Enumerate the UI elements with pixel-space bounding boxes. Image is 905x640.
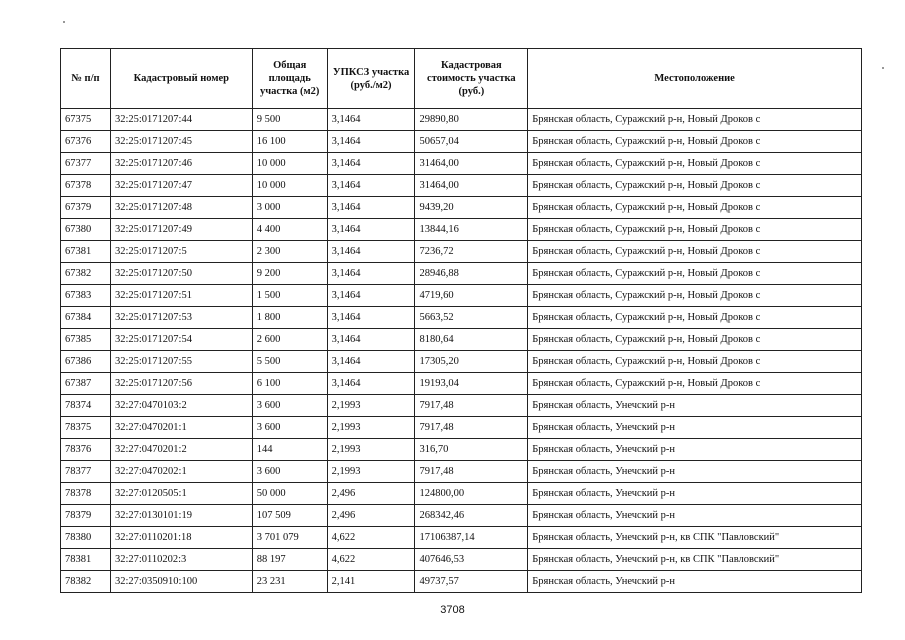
cell-cadastral-value: 4719,60 <box>415 285 528 307</box>
cell-upksz: 2,1993 <box>327 461 415 483</box>
cell-cadastral-number: 32:27:0470201:2 <box>110 439 252 461</box>
cell-area: 3 000 <box>252 197 327 219</box>
header-cadastral-value: Кадастровая стоимость участка (руб.) <box>415 49 528 109</box>
cell-index: 67384 <box>61 307 111 329</box>
cell-cadastral-value: 7236,72 <box>415 241 528 263</box>
table-row <box>61 153 862 175</box>
cell-location: Брянская область, Унечский р-н <box>528 417 862 439</box>
cell-index: 78375 <box>61 417 111 439</box>
cell-index: 67379 <box>61 197 111 219</box>
cell-area: 3 701 079 <box>252 527 327 549</box>
cell-area: 107 509 <box>252 505 327 527</box>
cell-cadastral-value: 9439,20 <box>415 197 528 219</box>
cell-cadastral-value: 49737,57 <box>415 571 528 593</box>
cell-area: 16 100 <box>252 131 327 153</box>
cell-index: 67376 <box>61 131 111 153</box>
cell-location: Брянская область, Суражский р-н, Новый Дроков с <box>528 307 862 329</box>
cell-location: Брянская область, Унечский р-н, кв СПК "Павловский" <box>528 527 862 549</box>
cell-index: 67375 <box>61 109 111 131</box>
cell-location: Брянская область, Унечский р-н <box>528 571 862 593</box>
cell-cadastral-value: 29890,80 <box>415 109 528 131</box>
table-row <box>61 197 862 219</box>
cell-cadastral-value: 17106387,14 <box>415 527 528 549</box>
cell-index: 67385 <box>61 329 111 351</box>
cell-upksz: 3,1464 <box>327 109 415 131</box>
cell-location: Брянская область, Суражский р-н, Новый Дроков с <box>528 285 862 307</box>
scan-speck <box>63 21 65 23</box>
cell-location: Брянская область, Унечский р-н <box>528 461 862 483</box>
cell-index: 78381 <box>61 549 111 571</box>
cell-area: 9 500 <box>252 109 327 131</box>
header-location: Местоположение <box>528 49 862 109</box>
cell-cadastral-number: 32:27:0470103:2 <box>110 395 252 417</box>
cell-location: Брянская область, Суражский р-н, Новый Дроков с <box>528 263 862 285</box>
cell-upksz: 4,622 <box>327 527 415 549</box>
cell-cadastral-value: 268342,46 <box>415 505 528 527</box>
cell-cadastral-number: 32:25:0171207:5 <box>110 241 252 263</box>
table-row <box>61 417 862 439</box>
cell-cadastral-value: 7917,48 <box>415 395 528 417</box>
table-row <box>61 241 862 263</box>
cell-location: Брянская область, Унечский р-н, кв СПК "Павловский" <box>528 549 862 571</box>
table-row <box>61 395 862 417</box>
cell-index: 67386 <box>61 351 111 373</box>
cell-index: 78376 <box>61 439 111 461</box>
cell-index: 67383 <box>61 285 111 307</box>
cell-cadastral-value: 17305,20 <box>415 351 528 373</box>
table-row <box>61 175 862 197</box>
table-row <box>61 219 862 241</box>
cell-cadastral-number: 32:25:0171207:54 <box>110 329 252 351</box>
cell-cadastral-number: 32:25:0171207:53 <box>110 307 252 329</box>
table-row <box>61 307 862 329</box>
cell-area: 6 100 <box>252 373 327 395</box>
cell-location: Брянская область, Суражский р-н, Новый Дроков с <box>528 219 862 241</box>
table-row <box>61 329 862 351</box>
cell-cadastral-number: 32:27:0470201:1 <box>110 417 252 439</box>
table-row <box>61 527 862 549</box>
cell-upksz: 3,1464 <box>327 153 415 175</box>
cell-upksz: 4,622 <box>327 549 415 571</box>
cell-area: 2 600 <box>252 329 327 351</box>
cell-cadastral-number: 32:25:0171207:45 <box>110 131 252 153</box>
cell-location: Брянская область, Суражский р-н, Новый Дроков с <box>528 329 862 351</box>
cell-cadastral-number: 32:25:0171207:50 <box>110 263 252 285</box>
cell-upksz: 3,1464 <box>327 307 415 329</box>
cell-cadastral-value: 124800,00 <box>415 483 528 505</box>
cell-area: 3 600 <box>252 395 327 417</box>
cell-cadastral-value: 31464,00 <box>415 153 528 175</box>
cell-index: 67387 <box>61 373 111 395</box>
cell-location: Брянская область, Суражский р-н, Новый Дроков с <box>528 153 862 175</box>
cell-index: 67377 <box>61 153 111 175</box>
table-row <box>61 373 862 395</box>
cell-area: 10 000 <box>252 175 327 197</box>
cell-index: 78374 <box>61 395 111 417</box>
table-row <box>61 505 862 527</box>
cell-cadastral-value: 13844,16 <box>415 219 528 241</box>
cell-location: Брянская область, Суражский р-н, Новый Дроков с <box>528 109 862 131</box>
table-row <box>61 461 862 483</box>
cell-cadastral-value: 7917,48 <box>415 461 528 483</box>
cell-index: 67380 <box>61 219 111 241</box>
header-index: № п/п <box>61 49 111 109</box>
table-row <box>61 571 862 593</box>
cell-cadastral-value: 407646,53 <box>415 549 528 571</box>
table-row <box>61 285 862 307</box>
cell-index: 78382 <box>61 571 111 593</box>
cell-area: 2 300 <box>252 241 327 263</box>
cell-location: Брянская область, Суражский р-н, Новый Дроков с <box>528 351 862 373</box>
cell-upksz: 2,1993 <box>327 417 415 439</box>
cell-cadastral-number: 32:25:0171207:49 <box>110 219 252 241</box>
cell-cadastral-value: 50657,04 <box>415 131 528 153</box>
cell-cadastral-value: 28946,88 <box>415 263 528 285</box>
table-row <box>61 131 862 153</box>
cell-upksz: 3,1464 <box>327 285 415 307</box>
cell-cadastral-number: 32:25:0171207:48 <box>110 197 252 219</box>
cell-cadastral-number: 32:25:0171207:46 <box>110 153 252 175</box>
cell-location: Брянская область, Суражский р-н, Новый Дроков с <box>528 241 862 263</box>
cell-upksz: 3,1464 <box>327 175 415 197</box>
cell-area: 1 800 <box>252 307 327 329</box>
cell-upksz: 3,1464 <box>327 197 415 219</box>
cell-cadastral-value: 31464,00 <box>415 175 528 197</box>
cell-upksz: 3,1464 <box>327 241 415 263</box>
table-row <box>61 351 862 373</box>
cell-area: 23 231 <box>252 571 327 593</box>
cell-cadastral-number: 32:27:0130101:19 <box>110 505 252 527</box>
cell-cadastral-value: 316,70 <box>415 439 528 461</box>
header-upksz: УПКСЗ участка (руб./м2) <box>327 49 415 109</box>
cell-location: Брянская область, Суражский р-н, Новый Дроков с <box>528 373 862 395</box>
table-row <box>61 263 862 285</box>
cell-location: Брянская область, Суражский р-н, Новый Дроков с <box>528 197 862 219</box>
cell-upksz: 2,141 <box>327 571 415 593</box>
cell-upksz: 3,1464 <box>327 131 415 153</box>
cell-cadastral-number: 32:27:0470202:1 <box>110 461 252 483</box>
cell-cadastral-number: 32:27:0110202:3 <box>110 549 252 571</box>
cell-upksz: 3,1464 <box>327 373 415 395</box>
cell-area: 10 000 <box>252 153 327 175</box>
cell-cadastral-number: 32:25:0171207:44 <box>110 109 252 131</box>
cell-index: 78377 <box>61 461 111 483</box>
cell-index: 67381 <box>61 241 111 263</box>
table-header-row <box>61 49 862 109</box>
cell-index: 67382 <box>61 263 111 285</box>
table-row <box>61 109 862 131</box>
cell-cadastral-value: 8180,64 <box>415 329 528 351</box>
cell-location: Брянская область, Унечский р-н <box>528 395 862 417</box>
cell-location: Брянская область, Унечский р-н <box>528 505 862 527</box>
cell-location: Брянская область, Суражский р-н, Новый Дроков с <box>528 131 862 153</box>
cell-upksz: 2,496 <box>327 483 415 505</box>
cell-area: 1 500 <box>252 285 327 307</box>
cell-cadastral-number: 32:25:0171207:56 <box>110 373 252 395</box>
cell-area: 3 600 <box>252 417 327 439</box>
cell-location: Брянская область, Унечский р-н <box>528 439 862 461</box>
cell-upksz: 2,1993 <box>327 439 415 461</box>
header-area: Общая площадь участка (м2) <box>252 49 327 109</box>
cell-area: 5 500 <box>252 351 327 373</box>
cell-area: 3 600 <box>252 461 327 483</box>
cell-index: 67378 <box>61 175 111 197</box>
cell-upksz: 3,1464 <box>327 219 415 241</box>
table-row <box>61 439 862 461</box>
cell-cadastral-number: 32:27:0120505:1 <box>110 483 252 505</box>
cell-cadastral-value: 19193,04 <box>415 373 528 395</box>
cell-index: 78379 <box>61 505 111 527</box>
cell-cadastral-number: 32:27:0110201:18 <box>110 527 252 549</box>
cell-index: 78378 <box>61 483 111 505</box>
cadastral-table <box>60 48 862 593</box>
cell-area: 144 <box>252 439 327 461</box>
cell-cadastral-value: 7917,48 <box>415 417 528 439</box>
cell-upksz: 3,1464 <box>327 263 415 285</box>
scan-speck <box>882 67 884 69</box>
cell-area: 9 200 <box>252 263 327 285</box>
cell-area: 50 000 <box>252 483 327 505</box>
cell-upksz: 3,1464 <box>327 351 415 373</box>
table-row <box>61 483 862 505</box>
cell-cadastral-number: 32:25:0171207:55 <box>110 351 252 373</box>
header-cadastral-number: Кадастровый номер <box>110 49 252 109</box>
cell-upksz: 2,1993 <box>327 395 415 417</box>
cell-cadastral-number: 32:27:0350910:100 <box>110 571 252 593</box>
cell-location: Брянская область, Унечский р-н <box>528 483 862 505</box>
cell-cadastral-number: 32:25:0171207:47 <box>110 175 252 197</box>
cell-cadastral-value: 5663,52 <box>415 307 528 329</box>
cell-area: 4 400 <box>252 219 327 241</box>
cell-area: 88 197 <box>252 549 327 571</box>
table-row <box>61 549 862 571</box>
cell-cadastral-number: 32:25:0171207:51 <box>110 285 252 307</box>
cell-upksz: 2,496 <box>327 505 415 527</box>
cell-upksz: 3,1464 <box>327 329 415 351</box>
cell-location: Брянская область, Суражский р-н, Новый Дроков с <box>528 175 862 197</box>
cell-index: 78380 <box>61 527 111 549</box>
page-number: 3708 <box>440 604 465 616</box>
